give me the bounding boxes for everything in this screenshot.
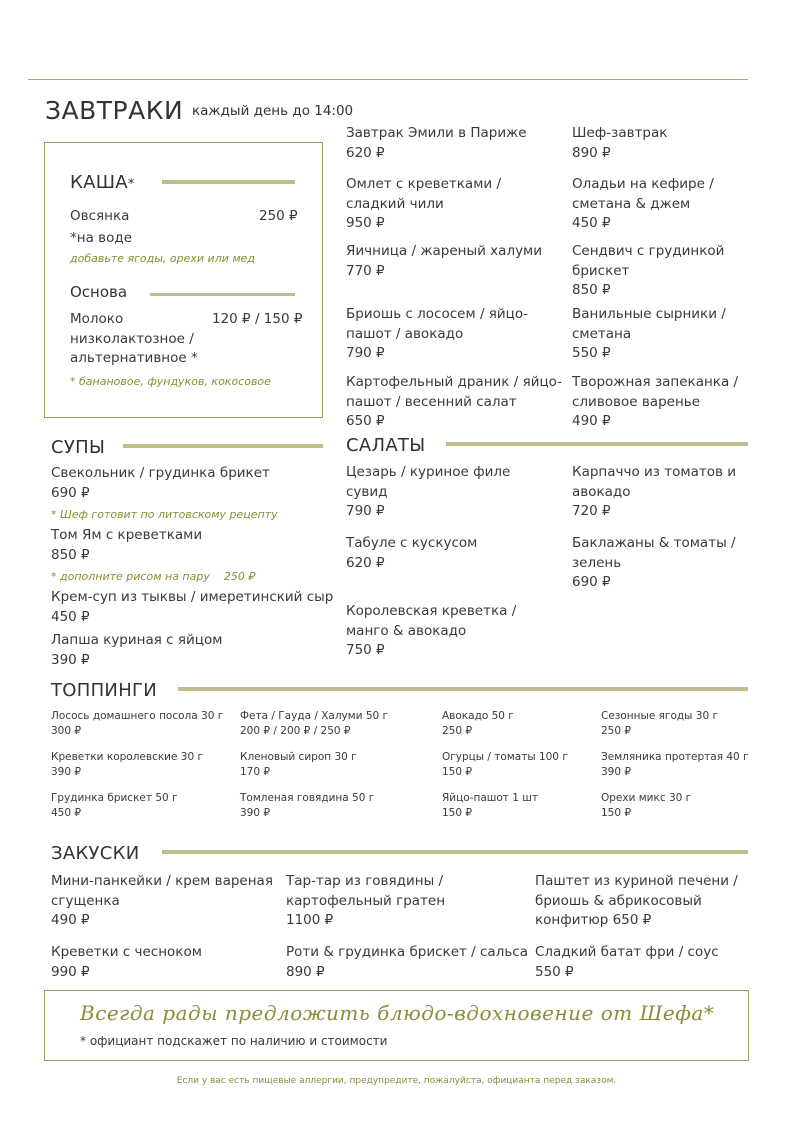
salad-item: Цезарь / куриное филе сувид 790 ₽ (346, 464, 511, 519)
salad-item: Баклажаны & томаты / зелень 690 ₽ (572, 535, 736, 590)
topping-item: Авокадо 50 г 250 ₽ (442, 710, 514, 737)
base-title: Основа (70, 283, 128, 301)
topping-item: Яйцо-пашот 1 шт 150 ₽ (442, 792, 539, 819)
soup-item: Том Ям с креветками 850 ₽ (51, 527, 203, 563)
base-note: * банановое, фундуков, кокосовое (70, 375, 271, 388)
topping-item: Орехи микс 30 г 150 ₽ (601, 792, 692, 819)
base-price: 120 ₽ / 150 ₽ (212, 311, 303, 327)
chef-banner-note: * официант подскажет по наличию и стоимости (80, 1034, 388, 1048)
soup-note: * дополните рисом на пару 250 ₽ (51, 570, 256, 583)
breakfast-item: Сендвич с грудинкой брискет 850 ₽ (572, 243, 725, 298)
chef-banner-script: Всегда рады предложить блюдо-вдохновение от Шефа* (80, 1001, 715, 1025)
base-item: Молоко низколактозное / альтернативное * (70, 311, 198, 366)
soups-title-bar (123, 444, 323, 448)
salad-item: Карпаччо из томатов и авокадо 720 ₽ (572, 464, 736, 519)
salad-item: Табуле с кускусом 620 ₽ (346, 535, 478, 571)
porridge-title: КАША* (70, 172, 135, 193)
salads-title-bar (446, 442, 748, 446)
topping-item: Кленовый сироп 30 г 170 ₽ (240, 751, 357, 778)
snack-item: Роти & грудинка брискет / сальса 890 ₽ (286, 944, 528, 980)
top-rule (28, 79, 748, 80)
oatmeal-price: 250 ₽ (259, 208, 298, 224)
topping-item: Лосось домашнего посола 30 г 300 ₽ (51, 710, 224, 737)
breakfast-item: Шеф-завтрак 890 ₽ (572, 125, 668, 161)
soup-item: Свекольник / грудинка брикет 690 ₽ (51, 465, 270, 501)
toppings-title: ТОППИНГИ (51, 680, 158, 701)
snacks-title-bar (162, 850, 748, 854)
snack-item: Креветки с чесноком 990 ₽ (51, 944, 202, 980)
soup-item: Лапша куриная с яйцом 390 ₽ (51, 632, 223, 668)
porridge-title-bar (162, 180, 295, 184)
topping-item: Томленая говядина 50 г 390 ₽ (240, 792, 375, 819)
topping-item: Грудинка брискет 50 г 450 ₽ (51, 792, 178, 819)
oatmeal-note: *на воде (70, 230, 132, 246)
salads-title: САЛАТЫ (346, 435, 426, 456)
snack-item: Тар-тар из говядины / картофельный гратен 1100 ₽ (286, 873, 446, 928)
allergy-note: Если у вас есть пищевые аллергии, предупредите, пожалуйста, официанта перед заказом. (176, 1076, 617, 1086)
oatmeal-name: Овсянка (70, 208, 130, 224)
snack-item: Мини-панкейки / крем вареная сгущенка 490 ₽ (51, 873, 273, 928)
topping-item: Фета / Гауда / Халуми 50 г 200 ₽ / 200 ₽ / 250 ₽ (240, 710, 389, 737)
toppings-title-bar (178, 687, 748, 691)
topping-item: Земляника протертая 40 г 390 ₽ (601, 751, 749, 778)
breakfast-item: Картофельный драник / яйцо- пашот / весенний салат 650 ₽ (346, 374, 562, 429)
salad-item: Королевская креветка / манго & авокадо 750 ₽ (346, 603, 517, 658)
base-title-bar (150, 293, 295, 296)
snack-item: Паштет из куриной печени / бриошь & абрикосовый конфитюр 650 ₽ (535, 873, 738, 928)
breakfast-item: Бриошь с лососем / яйцо- пашот / авокадо 790 ₽ (346, 306, 529, 361)
breakfast-item: Ванильные сырники / сметана 550 ₽ (572, 306, 726, 361)
soups-title: СУПЫ (51, 437, 106, 458)
topping-item: Сезонные ягоды 30 г 250 ₽ (601, 710, 718, 737)
soup-item: Крем-суп из тыквы / имеретинский сыр 450 ₽ (51, 589, 334, 625)
breakfast-title: ЗАВТРАКИ (45, 96, 184, 125)
topping-item: Креветки королевские 30 г 390 ₽ (51, 751, 204, 778)
breakfast-item: Творожная запеканка / сливовое варенье 490 ₽ (572, 374, 739, 429)
breakfast-item: Яичница / жареный халуми 770 ₽ (346, 243, 543, 279)
breakfast-item: Омлет с креветками / сладкий чили 950 ₽ (346, 176, 501, 231)
breakfast-subtitle: каждый день до 14:00 (192, 103, 354, 119)
snack-item: Сладкий батат фри / соус 550 ₽ (535, 944, 719, 980)
topping-item: Огурцы / томаты 100 г 150 ₽ (442, 751, 568, 778)
snacks-title: ЗАКУСКИ (51, 843, 140, 864)
breakfast-item: Завтрак Эмили в Париже 620 ₽ (346, 125, 527, 161)
breakfast-item: Оладьи на кефире / сметана & джем 450 ₽ (572, 176, 714, 231)
soup-note: * Шеф готовит по литовскому рецепту (51, 508, 278, 521)
oatmeal-add-note: добавьте ягоды, орехи или мед (70, 252, 256, 265)
